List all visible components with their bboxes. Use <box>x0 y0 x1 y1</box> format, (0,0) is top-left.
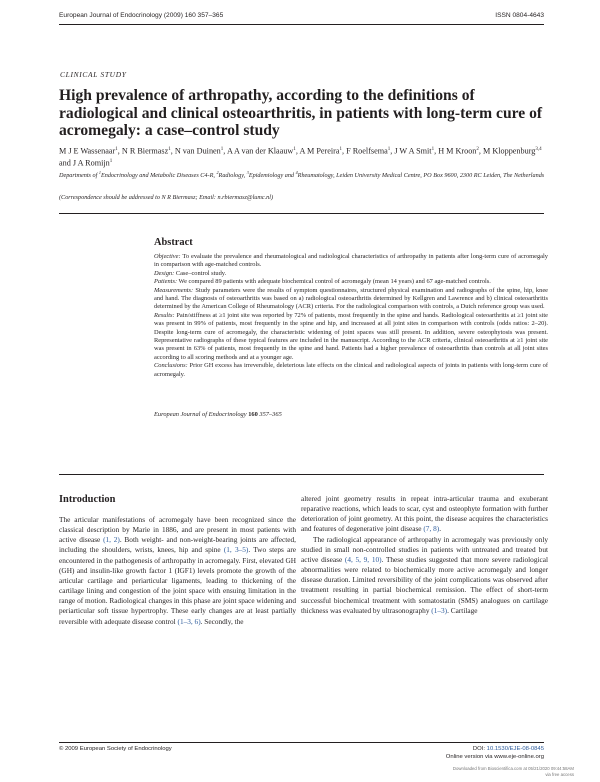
online-version: Online version via www.eje-online.org <box>445 754 544 760</box>
author: J A Romijn <box>72 158 110 168</box>
author-list: M J E Wassenaar$^1$, N R Biermasz$^1$, N van Duinen$^1$, A A van der Klaauw$^1$, A M Pereira$^1$, F Roelfsema$^1$, J W A Smit$^1$, H M Kroon$^2$, M Kloppenburg$^{3,4}$ and J A Romijn$^1$ <box>59 146 542 168</box>
reference-link[interactable]: (4, 5, 9, 10) <box>344 554 382 564</box>
abstract-heading: Abstract <box>154 237 193 248</box>
doi: DOI: 10.1530/EJE-08-0845 <box>472 746 544 752</box>
reference-link[interactable]: (1–3) <box>431 605 448 615</box>
affiliations: Departments of $^1$Endocrinology and Metabolic Diseases C4-R, $^2$Radiology, $^3$Epidemiology and $^4$Rheumatology, Leiden University Medical Centre, PO Box 9600, 2300 RC Leiden, The Netherlands <box>59 170 545 180</box>
section-label: CLINICAL STUDY <box>60 70 127 79</box>
author: F Roelfsema <box>346 146 388 156</box>
author: M Kloppenburg <box>483 146 536 156</box>
divider <box>59 474 544 475</box>
access-stamp: via free access <box>545 772 574 777</box>
copyright: © 2009 European Society of Endocrinology <box>59 746 172 752</box>
abstract-body: Objective: To evaluate the prevalence and rheumatological and radiological characteristics of arthropathy in patients after long-term cure of acromegaly in comparison with age-matched controls. Design: Case–control study. Patients: We compared 89 patients with adequate biochemical control of acromegaly (mean 14 years) and 67 age-matched controls. Measurements: Study parameters were the results of symptom questionnaires, structured physical examination and radiographs of the spine, hip, knee and hand. The diagnosis of osteoarthritis was based on a) radiological osteoarthritis determined by Kellgren and Lawrence and b) clinical osteoarthritis determined by the American College of Rheumatology (ACR) criteria. For the radiological comparison with controls, a Dutch reference group was used. Results: Pain/stiffness at ≥1 joint site was reported by 72% of patients, most frequently in the spine and hands. Radiological osteoarthritis at ≥1 joint site was present in 99% of patients, most frequently in the spine and hip, and increased at all joint sites in comparison with controls (odds ratios: 2–20). Despite long-term cure of acromegaly, the characteristic widening of joint spaces was still present. In addition, severe osteophytosis was present. Representative radiographs of these typical features are included in the manuscript. According to the ACR criteria, clinical osteoarthritis at ≥1 joint site was present in 63% of patients, most frequently in the spine and hand. Patients had a higher prevalence of osteoarthritis than controls at all joint sites according to all scoring methods and at a younger age. Conclusions: Prior GH excess has irreversible, deleterious late effects on the clinical and radiological aspects of joints in patients with long-term cure of acromegaly. <box>154 253 548 378</box>
intro-left-column: The articular manifestations of acromegaly have been recognized since the classical description by Marie in 1886, and are present in most patients with active disease (1, 2). Both weight- and non-weight-bearing joints are affected, including the shoulders, wrists, knees, hip and spine (1, 3–5). Two steps are encountered in the pathogenesis of arthropathy in acromegaly. First, elevated GH (GH) and insulin-like growth factor 1 (IGF1) levels promote the growth of the articular cartilage and periarticular ligaments, leading to thickening of the cartilage lining and congestion of the joint space with ensuing limitation in the range of motion. Radiological changes in this phase are joint space widening and periarticular soft tissue hypertrophy. These early changes are at least partially reversible with adequate disease control (1–3, 6). Secondly, the <box>59 515 297 626</box>
intro-right-column: altered joint geometry results in repeat intra-articular trauma and exuberant reparative reactions, which leads to scar, cyst and osteophyte formation with further deterioration of joint geometry. At this point, the disease acquires the characteristics and features of degenerative joint disease (7, 8). The radiological appearance of arthropathy in acromegaly was previously only studied in small non-controlled studies in patients with untreated and treated but active disease (4, 5, 9, 10). These studies suggested that more severe radiological abnormalities were related to biochemically more active acromegaly and longer disease duration. Limited reversibility of the joint complications was observed after treatment resulting in partial biochemical remission. The effect of short-term successful biochemical treatment with somatostatin (SMS) analogues on cartilage thickness was evaluated by ultrasonography (1–3). Cartilage <box>301 494 549 615</box>
correspondence: (Correspondence should be addressed to N R Biermasz; Email: n.rbiermasz@lumc.nl) <box>59 194 274 201</box>
author: A A van der Klaauw <box>226 146 294 156</box>
reference-link[interactable]: (7, 8) <box>423 524 440 534</box>
footer-rule <box>59 742 544 743</box>
reference-link[interactable]: (1, 3–5) <box>223 545 249 555</box>
divider <box>59 213 544 214</box>
author: A M Pereira <box>299 146 340 156</box>
running-header-journal: European Journal of Endocrinology (2009) 160 357–365 <box>59 12 224 19</box>
author: N R Biermasz <box>121 146 169 156</box>
reference-link[interactable]: (1–3, 6) <box>177 616 201 626</box>
running-header-issn: ISSN 0804-4643 <box>495 12 544 19</box>
author: N van Duinen <box>174 146 221 156</box>
abstract-citation: European Journal of Endocrinology 160 357–365 <box>154 411 282 418</box>
author: M J E Wassenaar <box>59 146 116 156</box>
reference-link[interactable]: (1, 2) <box>103 535 120 545</box>
author: J W A Smit <box>394 146 432 156</box>
introduction-heading: Introduction <box>59 494 116 505</box>
header-rule <box>59 24 544 25</box>
article-title: High prevalence of arthropathy, according to the definitions of radiological and clinical osteoarthritis, in patients with long-term cure of acromegaly: a case–control study <box>59 87 543 140</box>
author: H M Kroon <box>438 146 477 156</box>
doi-link[interactable]: 10.1530/EJE-08-0845 <box>486 746 544 752</box>
download-stamp: Downloaded from Bioscientifica.com at 05/21/2020 09:44:58AM <box>452 766 574 771</box>
